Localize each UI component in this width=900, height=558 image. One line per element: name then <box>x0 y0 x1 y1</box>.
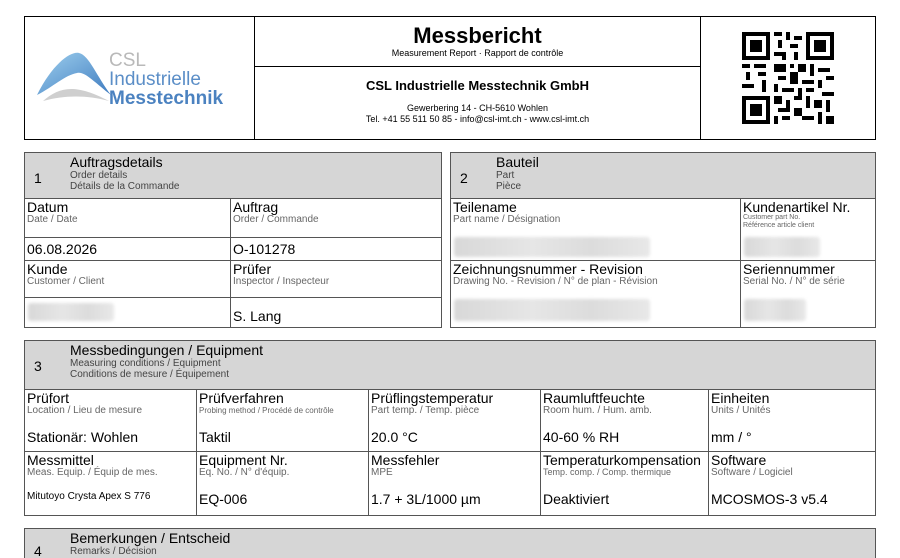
field-label: Software <box>711 452 767 468</box>
field-label: Auftrag <box>233 199 279 215</box>
field-sublabel: Software / Logiciel <box>711 467 793 478</box>
field-value: 1.7 + 3L/1000 µm <box>371 491 481 507</box>
field-label: Zeichnungsnummer - Revision <box>453 261 643 277</box>
redacted-value <box>454 237 650 257</box>
field-label: Equipment Nr. <box>199 452 288 468</box>
section-remarks <box>24 528 876 558</box>
field-value: 06.08.2026 <box>27 241 98 257</box>
section-subtitle-fr: Détails de la Commande <box>70 181 180 192</box>
title-block <box>255 17 701 139</box>
section-title: Bemerkungen / Entscheid <box>70 530 231 546</box>
field-sublabel: MPE <box>371 467 393 478</box>
redacted-value <box>744 299 806 321</box>
field-sublabel: Eq. No. / N° d'équip. <box>199 467 290 478</box>
field-label: Prüfer <box>233 261 272 277</box>
field-sublabel-en: Customer part No. <box>743 214 801 221</box>
section-title: Auftragsdetails <box>70 154 163 170</box>
section-title: Messbedingungen / Equipment <box>70 342 264 358</box>
field-units <box>709 390 875 452</box>
field-probing-method <box>197 390 369 452</box>
field-label: Kunde <box>27 261 68 277</box>
report-title: Messbericht <box>413 23 542 48</box>
field-label: Prüfverfahren <box>199 390 284 406</box>
field-value: Mitutoyo Crysta Apex S 776 <box>27 491 151 502</box>
qr-code-icon <box>742 32 834 124</box>
company-address: Gewerbering 14 - CH-5610 Wohlen <box>407 103 548 113</box>
field-value: Stationär: Wohlen <box>27 429 139 445</box>
redacted-value <box>744 237 820 257</box>
field-location <box>25 390 197 452</box>
field-sublabel: Location / Lieu de mesure <box>27 405 143 416</box>
field-value: S. Lang <box>233 308 282 324</box>
field-value: O-101278 <box>233 241 296 257</box>
logo-text-industrielle: Industrielle <box>109 69 201 90</box>
field-value: 20.0 °C <box>371 429 418 445</box>
section-subtitle-en: Measuring conditions / Equipment <box>70 358 221 369</box>
field-sublabel: Probing method / Procédé de contrôle <box>199 406 334 415</box>
field-sublabel: Part name / Désignation <box>453 214 561 225</box>
field-inspector <box>231 261 441 327</box>
section-number: 3 <box>34 358 42 374</box>
field-software <box>709 452 875 515</box>
field-sublabel: Temp. comp. / Comp. thermique <box>543 467 672 477</box>
field-sublabel: Serial No. / N° de série <box>743 276 845 287</box>
field-sublabel: Units / Unités <box>711 405 771 416</box>
field-label: Kundenartikel Nr. <box>743 199 851 215</box>
section-part <box>450 152 876 328</box>
field-part-name <box>451 199 741 261</box>
field-value: 40-60 % RH <box>543 429 620 445</box>
section-subtitle-fr: Pièce <box>496 181 522 192</box>
section-title: Bauteil <box>496 154 539 170</box>
company-name: CSL Industrielle Messtechnik GmbH <box>366 78 589 93</box>
company-contact: Tel. +41 55 511 50 85 - info@csl-imt.ch - www.csl-imt.ch <box>365 114 590 124</box>
field-room-humidity <box>541 390 709 452</box>
field-label: Teilename <box>453 199 517 215</box>
field-value: mm / ° <box>711 429 752 445</box>
field-drawing-no <box>451 261 741 327</box>
field-date <box>25 199 231 261</box>
field-value: Deaktiviert <box>543 491 610 507</box>
field-sublabel: Part temp. / Temp. pièce <box>371 405 480 416</box>
field-order <box>231 199 441 261</box>
section-number: 4 <box>34 543 42 558</box>
field-sublabel: Inspector / Inspecteur <box>233 276 330 287</box>
field-label: Raumluftfeuchte <box>543 390 645 406</box>
qr-code-cell <box>701 17 875 139</box>
field-sublabel: Customer / Client <box>27 276 105 287</box>
field-temperature-compensation <box>541 452 709 515</box>
field-customer-part-no <box>741 199 875 261</box>
field-mpe <box>369 452 541 515</box>
section-subtitle-en: Order details <box>70 170 128 181</box>
section-order-details <box>24 152 442 328</box>
field-sublabel: Meas. Equip. / Équip de mes. <box>27 467 158 478</box>
field-value: EQ-006 <box>199 491 248 507</box>
logo-text-csl: CSL <box>109 50 146 71</box>
field-label: Prüfort <box>27 390 70 406</box>
field-sublabel: Date / Date <box>27 214 78 225</box>
logo-swoosh-icon <box>35 43 115 113</box>
section-number: 2 <box>460 170 468 186</box>
section-subtitle-fr: Conditions de mesure / Équipement <box>70 369 229 380</box>
field-label: Prüflingstemperatur <box>371 390 494 406</box>
field-equipment-no <box>197 452 369 515</box>
redacted-value <box>28 303 114 321</box>
report-header <box>24 16 876 140</box>
field-sublabel: Order / Commande <box>233 214 319 225</box>
redacted-value <box>454 299 650 321</box>
field-label: Einheiten <box>711 390 770 406</box>
field-sublabel: Drawing No. - Revision / N° de plan - Révision <box>453 276 658 287</box>
field-part-temperature <box>369 390 541 452</box>
section-subtitle-en: Part <box>496 170 515 181</box>
report-subtitle: Measurement Report · Rapport de contrôle <box>391 48 564 58</box>
logo-text-messtechnik: Messtechnik <box>109 88 224 109</box>
field-label: Messmittel <box>27 452 94 468</box>
section-number: 1 <box>34 170 42 186</box>
field-serial-no <box>741 261 875 327</box>
field-value: MCOSMOS-3 v5.4 <box>711 491 828 507</box>
section-measuring-conditions <box>24 340 876 516</box>
field-label: Messfehler <box>371 452 440 468</box>
field-label: Temperaturkompensation <box>543 452 701 468</box>
field-value: Taktil <box>199 429 231 445</box>
field-sublabel: Room hum. / Hum. amb. <box>543 405 652 416</box>
field-label: Seriennummer <box>743 261 835 277</box>
field-measuring-equipment <box>25 452 197 515</box>
field-label: Datum <box>27 199 69 215</box>
company-logo <box>25 17 255 139</box>
field-customer <box>25 261 231 327</box>
section-subtitle-en: Remarks / Décision <box>70 546 157 557</box>
field-sublabel-fr: Référence article client <box>743 222 815 229</box>
